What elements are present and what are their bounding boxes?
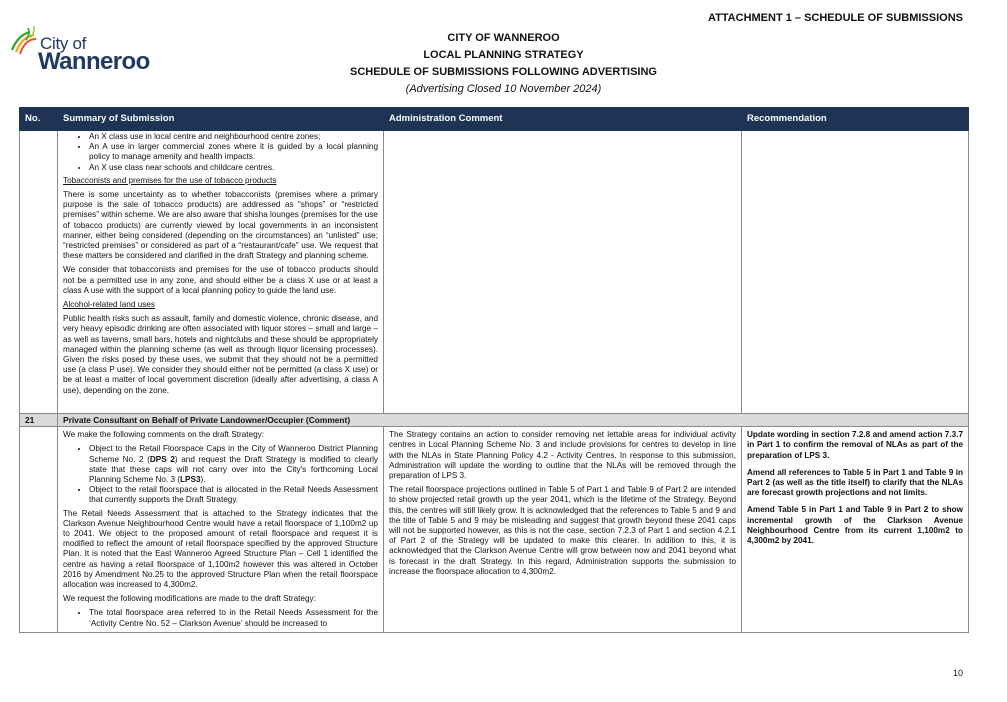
cell-no: [20, 427, 58, 633]
list-item: • Object to the retail floorspace that is allocated in the Retail Needs Assessment that currently supports the Draft Strategy.: [89, 485, 378, 505]
header-summary: Summary of Submission: [58, 108, 384, 131]
bullet-list: [63, 608, 378, 628]
recommendation-item: Amend Table 5 in Part 1 and Table 9 in Part 2 to show incremental growth of the Clarkson Avenue Neighbourhood Centre from its current 1,100m2 to 4,300m2 by 2041.: [747, 505, 963, 546]
header-no: No.: [20, 108, 58, 131]
logo-city-of: City of: [40, 34, 87, 53]
doc-title-1: CITY OF WANNEROO: [447, 32, 560, 44]
section-number: 21: [20, 414, 58, 427]
cell-admin-comment: [384, 427, 742, 633]
paragraph: The retail floorspace projections outlined in Table 5 of Part 1 and Table 9 of Part 2 are intended to show projected retail growth up the year 2041, which is the lifetime of the Strategy. Beyond this, the centres will still likely grow. It is acknowledged that the references to Table 5 and 9 and the title of Table 5 and 9 may be misleading and suggest that growth beyond these 2041 caps will not be supported however, as this is not the case, section 7.2.3 of Part 1 and section 4.2.1 of Part 2 of the Strategy will be updated to make this clearer. In addition to this, it is acknowledged that the Clarkson Avenue Centre will grow between now and 2041 beyond what is forecast in the draft Strategy. In this regard, Administration supports the submission to increase the floorspace allocation to 4,300m2.: [389, 485, 736, 576]
paragraph: We consider that tobacconists and premises for the use of tobacco products should not be a permitted use in any zone, and should either be a class X use or at least a class A use with the support of a local planning policy to guide the land use.: [63, 265, 378, 295]
subheading-alcohol: Alcohol-related land uses: [63, 300, 155, 310]
cell-admin-comment: [384, 131, 742, 414]
section-title: Private Consultant on Behalf of Private Landowner/Occupier (Comment): [58, 414, 969, 427]
table-row: [20, 427, 969, 633]
logo-wanneroo: Wanneroo: [38, 48, 150, 75]
section-row: [20, 414, 969, 427]
cell-summary: [58, 131, 384, 414]
list-item: • An X class use in local centre and neighbourhood centre zones;: [89, 132, 378, 142]
recommendation-item: Update wording in section 7.2.8 and amend action 7.3.7 in Part 1 to confirm the removal of NLAs as part of the preparation of LPS 3.: [747, 430, 963, 460]
cell-recommendation: [742, 131, 969, 414]
page-number: 10: [952, 668, 963, 678]
bullet-list: [63, 132, 378, 173]
table-row: [20, 131, 969, 414]
list-item: • An X use class near schools and childcare centres.: [89, 163, 378, 173]
paragraph: The Strategy contains an action to consider removing net lettable areas for individual activity centres in Local Planning Scheme No. 3 and include provisions for centres to develop in line with the NLAs in State Planning Policy 4.2 - Activity Centres. In response to this submission, Administration will update the wording to outline that the NLAs will be removed through the preparation of LPS 3.: [389, 430, 736, 481]
doc-title-3: SCHEDULE OF SUBMISSIONS FOLLOWING ADVERTISING: [350, 66, 657, 78]
paragraph: We request the following modifications are made to the draft Strategy:: [63, 594, 316, 604]
attachment-title: ATTACHMENT 1 – SCHEDULE OF SUBMISSIONS: [707, 12, 963, 24]
table-header-row: [20, 108, 969, 131]
cell-recommendation: [742, 427, 969, 633]
list-item: • The total floorspace area referred to in the Retail Needs Assessment for the ‘Activity Centre No. 52 – Clarkson Avenue’ should be increased to: [89, 608, 378, 628]
paragraph: Public health risks such as assault, family and domestic violence, chronic disease, and very heavy episodic drinking are often associated with liquor stores – small and large – as well as taverns, small bars, hotels and nightclubs and these should be appropriately managed within the planning scheme (as well as through liquor licensing processes). Given the risks posed by these uses, we submit that they should not be a permitted use (a class P use). We consider they should either not be permitted (a class X use) or be at least a matter of local government discretion (ideally after advertising, a class A use), depending on the zone.: [63, 314, 378, 395]
list-item: • Object to the Retail Floorspace Caps in the City of Wanneroo District Planning Scheme No. 2 (DPS 2) and request the Draft Strategy is modified to clearly state that these caps will not carry over into the City's forthcoming Local Planning Scheme No. 3 (LPS3).: [89, 444, 378, 485]
recommendation-item: Amend all references to Table 5 in Part 1 and Table 9 in Part 2 (as well as the title itself) to clarify that the NLAs are forecast growth projections and not limits.: [747, 467, 963, 498]
cell-summary: [58, 427, 384, 633]
cell-no: [20, 131, 58, 414]
list-item: • An A use in larger commercial zones where it is guided by a local planning policy to manage amenity and health impacts.: [89, 142, 378, 162]
paragraph: We make the following comments on the draft Strategy:: [63, 430, 264, 440]
bullet-list: [63, 444, 378, 505]
paragraph: The Retail Needs Assessment that is attached to the Strategy indicates that the Clarkson Avenue Neighbourhood Centre would have a retail floorspace of 1,100m2 up to 2041. We object to the proposed amount of retail floorspace and request it is modified to reflect the amount of retail floorspace specified by the approved Structure Plan. It is noted that the East Wanneroo Agreed Structure Plan – Cell 1 identified the centre as having a retail floorspace of 1,100m2 however this was altered in October 2016 by Amendment No.25 to the approved Structure Plan when the retail floorspace allocation was increased to 4,300m2.: [63, 508, 378, 590]
submissions-table: [19, 107, 969, 633]
paragraph: There is some uncertainty as to whether tobacconists (premises where a primary purpose is the sale of tobacco products) are addressed as “shops” or “restricted premises” within scheme. We are also aware that shisha lounges (premises for the use of tobacco products) are currently viewed by local governments in an inconsistent manner, either being considered (depending on the circumstances) an “unlisted” use; “restricted premises” or considered as part of a “restaurant/cafe” use. We request that these matters be considered and clarified in the draft Strategy and planning scheme.: [63, 190, 378, 261]
header-admin-comment: Administration Comment: [384, 108, 742, 131]
header-recommendation: Recommendation: [742, 108, 969, 131]
doc-subtitle: (Advertising Closed 10 November 2024): [405, 83, 602, 95]
subheading-tobacco: Tobacconists and premises for the use of tobacco products: [63, 175, 277, 185]
doc-title-2: LOCAL PLANNING STRATEGY: [423, 49, 584, 61]
